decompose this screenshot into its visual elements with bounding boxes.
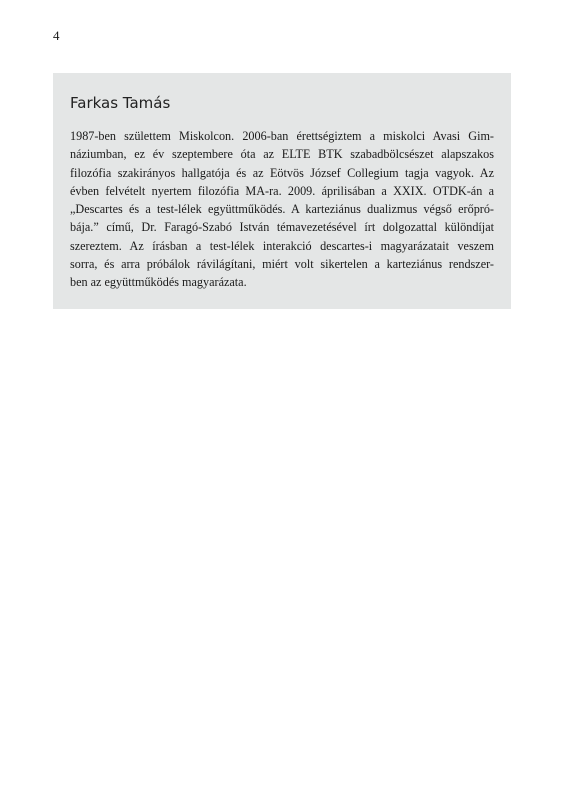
bio-line: filozófia szakirányos hallgatója és az Eötvös József Collegium tagja vagyok. Az: [70, 165, 494, 180]
bio-line: ben az együttműködés magyarázata.: [70, 275, 247, 290]
bio-line: 1987-ben születtem Miskolcon. 2006-ban érettségiztem a miskolci Avasi Gim-: [70, 129, 494, 143]
bio-line: bája.” című, Dr. Faragó-Szabó István témavezetésével írt dolgozattal különdíjat: [70, 220, 494, 235]
bio-line: évben felvételt nyertem filozófia MA-ra. 2009. áprilisában a XXIX. OTDK-án a: [70, 183, 494, 198]
author-name: Farkas Tamás: [70, 94, 171, 112]
author-bio-box: [53, 73, 511, 309]
author-bio-text: [70, 127, 494, 292]
page-number: 4: [53, 28, 60, 43]
bio-line: náziumban, ez év szeptembere óta az ELTE BTK szabadbölcsészet alapszakos: [70, 147, 494, 162]
bio-line: sorra, és arra próbálok rávilágítani, miért volt sikertelen a karteziánus rendszer-: [70, 257, 494, 272]
bio-line: szereztem. Az írásban a test-lélek interakció descartes-i magyarázatait veszem: [70, 238, 494, 253]
bio-line: „Descartes és a test-lélek együttműködés. A karteziánus dualizmus végső erőpró-: [70, 202, 494, 217]
